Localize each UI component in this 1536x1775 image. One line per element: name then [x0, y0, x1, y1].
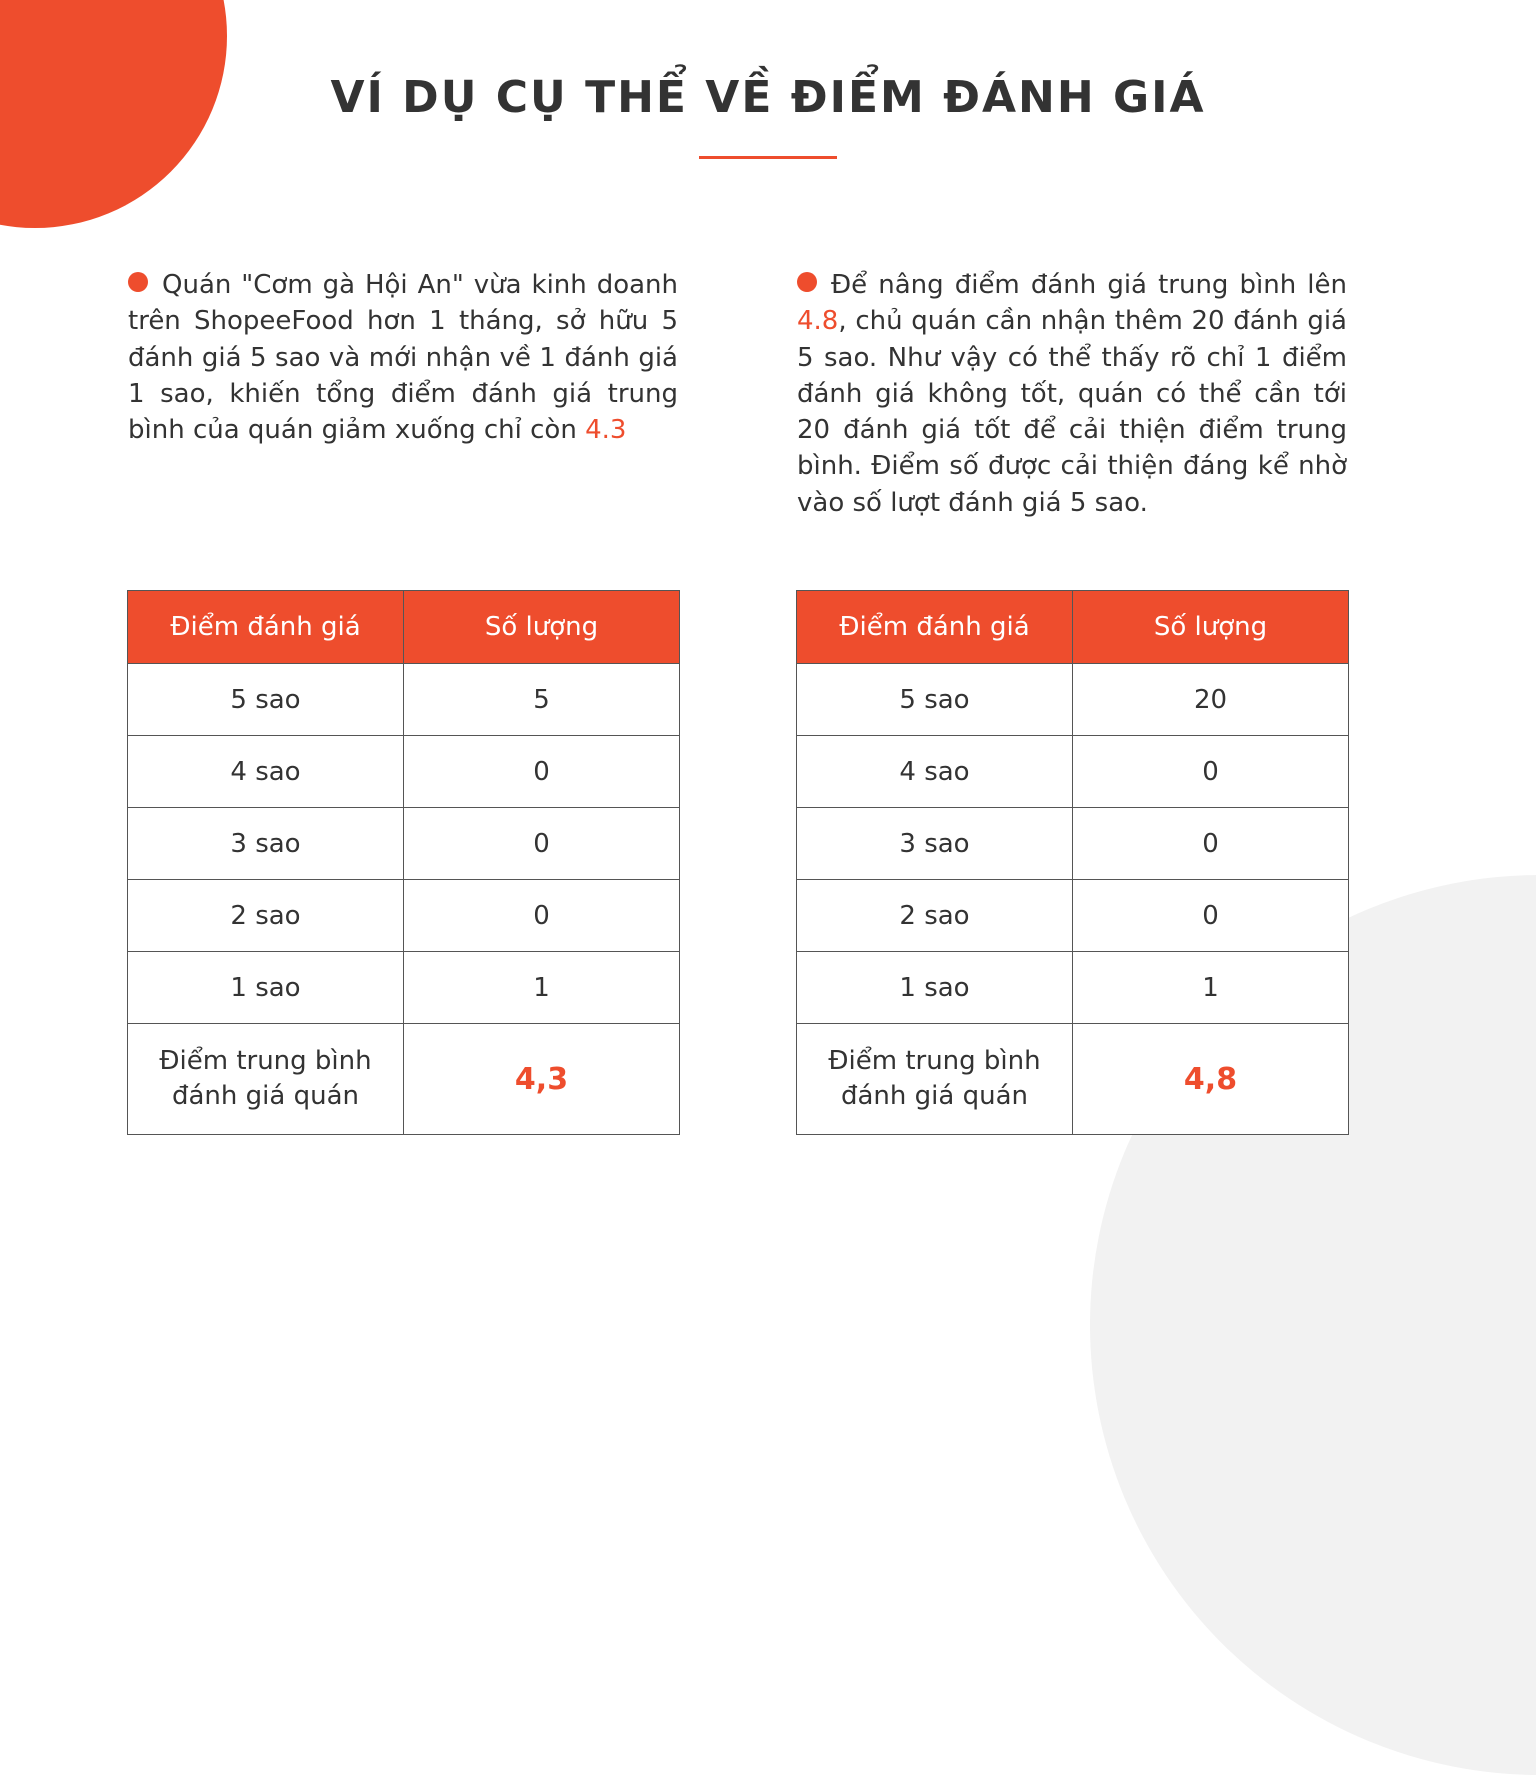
average-value: 4,8 [1073, 1024, 1349, 1135]
average-label-line1: Điểm trung bình [159, 1046, 372, 1076]
row-label: 4 sao [797, 736, 1073, 808]
average-value: 4,3 [404, 1024, 680, 1135]
bullet-dot-icon [128, 272, 148, 292]
table-row [128, 736, 680, 808]
row-label: 5 sao [797, 664, 1073, 736]
table-row [128, 808, 680, 880]
row-count: 0 [1073, 808, 1349, 880]
row-label: 1 sao [797, 952, 1073, 1024]
table-row [797, 664, 1349, 736]
average-label-line2: đánh giá quán [172, 1081, 359, 1111]
header-count: Số lượng [1073, 591, 1349, 664]
left-rating-table [127, 590, 680, 1135]
row-count: 1 [1073, 952, 1349, 1024]
table-row [797, 736, 1349, 808]
row-label: 2 sao [797, 880, 1073, 952]
header-count: Số lượng [404, 591, 680, 664]
table-row [128, 952, 680, 1024]
table-row [797, 808, 1349, 880]
table-row [128, 880, 680, 952]
table-row [797, 880, 1349, 952]
table-row [128, 664, 680, 736]
right-paragraph-text-1: Để nâng điểm đánh giá trung bình lên [831, 270, 1347, 300]
average-label-line2: đánh giá quán [841, 1081, 1028, 1111]
left-paragraph-text: Quán "Cơm gà Hội An" vừa kinh doanh trên ShopeeFood hơn 1 tháng, sở hữu 5 đánh giá 5 sao và mới nhận về 1 đánh giá 1 sao, khiến tổng điểm đánh giá trung bình của quán giảm xuống chỉ còn [128, 270, 678, 446]
table-header-row [797, 591, 1349, 664]
page-title: VÍ DỤ CỤ THỂ VỀ ĐIỂM ĐÁNH GIÁ [330, 72, 1206, 123]
row-label: 3 sao [128, 808, 404, 880]
left-paragraph [128, 267, 678, 448]
row-label: 4 sao [128, 736, 404, 808]
header-rating: Điểm đánh giá [128, 591, 404, 664]
row-label: 5 sao [128, 664, 404, 736]
title-underline [699, 156, 837, 159]
row-count: 0 [1073, 880, 1349, 952]
header-rating: Điểm đánh giá [797, 591, 1073, 664]
table-header-row [128, 591, 680, 664]
average-label [128, 1024, 404, 1135]
row-label: 3 sao [797, 808, 1073, 880]
row-count: 5 [404, 664, 680, 736]
right-rating-table [796, 590, 1349, 1135]
row-count: 0 [404, 880, 680, 952]
average-row [797, 1024, 1349, 1135]
row-count: 1 [404, 952, 680, 1024]
table-row [797, 952, 1349, 1024]
row-count: 0 [404, 808, 680, 880]
right-paragraph-text-2: , chủ quán cần nhận thêm 20 đánh giá 5 sao. Như vậy có thể thấy rõ chỉ 1 điểm đánh giá không tốt, quán có thể cần tới 20 đánh giá tốt để cải thiện điểm trung bình. Điểm số được cải thiện đáng kể nhờ vào số lượt đánh giá 5 sao. [797, 306, 1347, 518]
row-label: 2 sao [128, 880, 404, 952]
average-label [797, 1024, 1073, 1135]
right-paragraph-highlight: 4.8 [797, 306, 839, 337]
row-label: 1 sao [128, 952, 404, 1024]
row-count: 20 [1073, 664, 1349, 736]
bullet-dot-icon [797, 272, 817, 292]
average-row [128, 1024, 680, 1135]
right-paragraph [797, 267, 1347, 521]
row-count: 0 [404, 736, 680, 808]
left-paragraph-highlight: 4.3 [585, 415, 627, 446]
average-label-line1: Điểm trung bình [828, 1046, 1041, 1076]
row-count: 0 [1073, 736, 1349, 808]
